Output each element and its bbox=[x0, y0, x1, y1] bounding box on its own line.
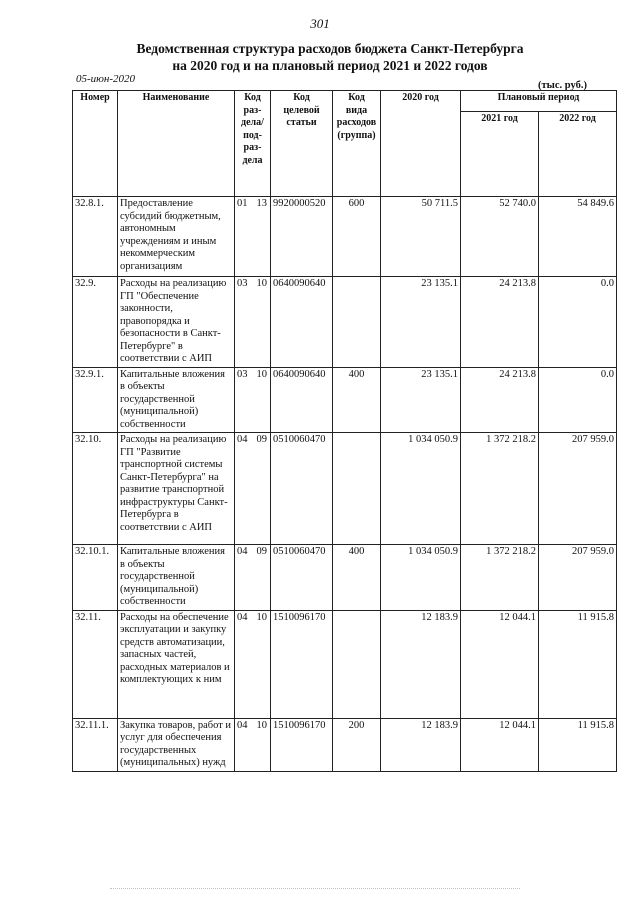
subsection-code: 10 bbox=[256, 278, 267, 289]
table-row bbox=[73, 197, 617, 277]
row-expense-type: 400 bbox=[333, 367, 381, 433]
table-row bbox=[73, 367, 617, 433]
row-name: Расходы на реализацию ГП "Обеспечение законности, правопорядка и безопасности в Санкт-Петербурге" в соответствии с АИП bbox=[118, 277, 235, 368]
title-line-2: на 2020 год и на плановый период 2021 и 2022 годов bbox=[172, 58, 488, 73]
row-amount-2022: 207 959.0 bbox=[539, 545, 617, 611]
row-amount-2022: 11 915.8 bbox=[539, 610, 617, 718]
section-code: 04 bbox=[237, 434, 248, 445]
section-code: 03 bbox=[237, 278, 248, 289]
subsection-code: 10 bbox=[256, 368, 267, 380]
row-amount-2020: 12 183.9 bbox=[381, 718, 461, 771]
row-amount-2022: 11 915.8 bbox=[539, 718, 617, 771]
subsection-code: 10 bbox=[256, 719, 267, 731]
row-amount-2020: 50 711.5 bbox=[381, 197, 461, 277]
subsection-code: 09 bbox=[256, 546, 267, 557]
table-row bbox=[73, 277, 617, 368]
section-code: 04 bbox=[237, 719, 248, 731]
table-row bbox=[73, 718, 617, 771]
subsection-code: 13 bbox=[256, 198, 267, 209]
row-number: 32.11.1. bbox=[73, 718, 118, 771]
header-year-2021: 2021 год bbox=[461, 112, 539, 197]
row-section-code bbox=[235, 197, 271, 277]
row-expense-type: 200 bbox=[333, 718, 381, 771]
row-expense-type bbox=[333, 610, 381, 718]
row-target-article: 1510096170 bbox=[271, 610, 333, 718]
row-section-code bbox=[235, 277, 271, 368]
header-year-2022: 2022 год bbox=[539, 112, 617, 197]
header-target-article: Код целевой статьи bbox=[271, 91, 333, 197]
row-expense-type bbox=[333, 433, 381, 545]
row-number: 32.9.1. bbox=[73, 367, 118, 433]
row-amount-2020: 23 135.1 bbox=[381, 277, 461, 368]
row-section-code bbox=[235, 367, 271, 433]
row-expense-type bbox=[333, 277, 381, 368]
table-row bbox=[73, 610, 617, 718]
header-year-2020: 2020 год bbox=[381, 91, 461, 197]
row-number: 32.8.1. bbox=[73, 197, 118, 277]
row-amount-2022: 0.0 bbox=[539, 277, 617, 368]
row-number: 32.11. bbox=[73, 610, 118, 718]
scan-artifact bbox=[110, 888, 520, 892]
row-amount-2022: 207 959.0 bbox=[539, 433, 617, 545]
section-code: 04 bbox=[237, 611, 248, 623]
row-number: 32.10.1. bbox=[73, 545, 118, 611]
document-date: 05-июн-2020 bbox=[76, 73, 136, 85]
subsection-code: 10 bbox=[256, 611, 267, 623]
row-amount-2021: 24 213.8 bbox=[461, 367, 539, 433]
row-target-article: 1510096170 bbox=[271, 718, 333, 771]
row-target-article: 0510060470 bbox=[271, 545, 333, 611]
page-number: 301 bbox=[310, 16, 330, 31]
row-number: 32.9. bbox=[73, 277, 118, 368]
row-name: Расходы на реализацию ГП "Развитие транспортной системы Санкт-Петербурга" на развитие транспортной инфраструктуры Санкт-Петербурга в соответствии с АИП bbox=[118, 433, 235, 545]
row-name: Расходы на обеспечение эксплуатации и закупку средств автоматизации, запасных частей, расходных материалов и комплектующих к ним bbox=[118, 610, 235, 718]
row-amount-2021: 12 044.1 bbox=[461, 718, 539, 771]
row-number: 32.10. bbox=[73, 433, 118, 545]
row-amount-2022: 0.0 bbox=[539, 367, 617, 433]
section-code: 04 bbox=[237, 546, 248, 557]
row-section-code bbox=[235, 433, 271, 545]
row-amount-2020: 1 034 050.9 bbox=[381, 545, 461, 611]
table-row bbox=[73, 545, 617, 611]
row-amount-2021: 12 044.1 bbox=[461, 610, 539, 718]
row-expense-type: 600 bbox=[333, 197, 381, 277]
header-row-1 bbox=[73, 91, 617, 112]
row-name: Капитальные вложения в объекты государственной (муниципальной) собственности bbox=[118, 367, 235, 433]
row-target-article: 0510060470 bbox=[271, 433, 333, 545]
table-body bbox=[73, 197, 617, 772]
row-amount-2022: 54 849.6 bbox=[539, 197, 617, 277]
row-amount-2020: 12 183.9 bbox=[381, 610, 461, 718]
row-amount-2020: 23 135.1 bbox=[381, 367, 461, 433]
row-section-code bbox=[235, 545, 271, 611]
row-amount-2021: 24 213.8 bbox=[461, 277, 539, 368]
subsection-code: 09 bbox=[256, 434, 267, 445]
title-line-1: Ведомственная структура расходов бюджета Санкт-Петербурга bbox=[136, 41, 524, 56]
header-name: Наименование bbox=[118, 91, 235, 197]
row-target-article: 9920000520 bbox=[271, 197, 333, 277]
section-code: 01 bbox=[237, 198, 248, 209]
row-target-article: 0640090640 bbox=[271, 367, 333, 433]
row-target-article: 0640090640 bbox=[271, 277, 333, 368]
header-number: Номер bbox=[73, 91, 118, 197]
document-title bbox=[60, 40, 600, 74]
row-section-code bbox=[235, 718, 271, 771]
row-amount-2021: 52 740.0 bbox=[461, 197, 539, 277]
budget-table bbox=[72, 90, 617, 772]
row-section-code bbox=[235, 610, 271, 718]
section-code: 03 bbox=[237, 368, 248, 380]
row-amount-2021: 1 372 218.2 bbox=[461, 433, 539, 545]
row-expense-type: 400 bbox=[333, 545, 381, 611]
row-amount-2021: 1 372 218.2 bbox=[461, 545, 539, 611]
row-name: Предоставление субсидий бюджетным, автономным учреждениям и иным некоммерческим организациям bbox=[118, 197, 235, 277]
row-amount-2020: 1 034 050.9 bbox=[381, 433, 461, 545]
units-label: (тыс. руб.) bbox=[538, 80, 587, 91]
header-expense-type: Код вида расходов (группа) bbox=[333, 91, 381, 197]
header-planning-period: Плановый период bbox=[461, 91, 617, 112]
row-name: Капитальные вложения в объекты государственной (муниципальной) собственности bbox=[118, 545, 235, 611]
table-row bbox=[73, 433, 617, 545]
row-name: Закупка товаров, работ и услуг для обеспечения государственных (муниципальных) нужд bbox=[118, 718, 235, 771]
header-section-subsection: Код раз- дела/ под- раз- дела bbox=[235, 91, 271, 197]
